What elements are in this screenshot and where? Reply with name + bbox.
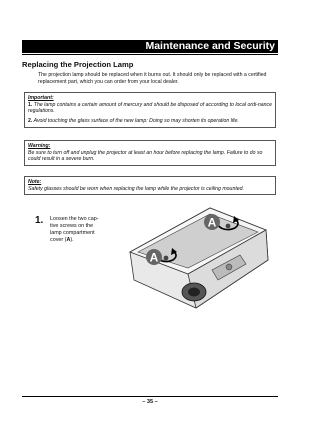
label-a-2: A	[149, 250, 159, 265]
power-button-icon	[226, 264, 232, 270]
important-item-1-number: 1.	[28, 101, 33, 108]
step-1-text-before: Loosen the two cap-tive screws on the lamp compartment cover (	[50, 216, 99, 243]
note-title: Note:	[28, 179, 42, 185]
important-item-2-number: 2.	[28, 118, 33, 125]
page-header-title: Maintenance and Security	[145, 40, 275, 52]
important-title: Important:	[28, 95, 54, 101]
warning-text: Be sure to turn off and unplug the projector at least an hour before replacing the lamp. Failure to do so could result in a severe burn.	[28, 149, 263, 163]
lens-glass	[188, 288, 200, 297]
intro-paragraph: The projection lamp should be replaced when it burns out. It should only be replaced with a certified replacement part, which you can order from your local dealer.	[38, 72, 267, 86]
step-1-text	[50, 216, 106, 244]
page-number: – 35 –	[142, 399, 158, 405]
captive-screw-2	[226, 224, 231, 229]
note-box	[24, 176, 276, 195]
header-rule	[22, 54, 278, 55]
important-item-1-text: The lamp contains a certain amount of mercury and should be disposed of according to local ordi-nance regulations.	[28, 101, 272, 115]
projector-illustration	[108, 200, 278, 325]
note-text: Safety glasses should be worn when replacing the lamp while the projector is ceiling mounted.	[28, 185, 244, 192]
important-item-1	[28, 102, 272, 115]
important-item-2-text: Avoid touching the glass surface of the new lamp: Doing so may shorten its operation life.	[33, 118, 239, 125]
page-header-bar	[22, 40, 278, 53]
step-1-marker: A	[66, 237, 71, 243]
section-title: Replacing the Projection Lamp	[22, 60, 134, 69]
captive-screw-1	[164, 256, 169, 261]
step-1-text-after: ).	[70, 237, 74, 243]
important-box	[24, 92, 276, 128]
label-a-1: A	[207, 215, 217, 230]
important-item-2	[28, 118, 272, 125]
footer-rule	[22, 396, 278, 397]
warning-title: Warning:	[28, 143, 51, 149]
warning-box	[24, 140, 276, 166]
step-1-number: 1.	[35, 215, 44, 226]
